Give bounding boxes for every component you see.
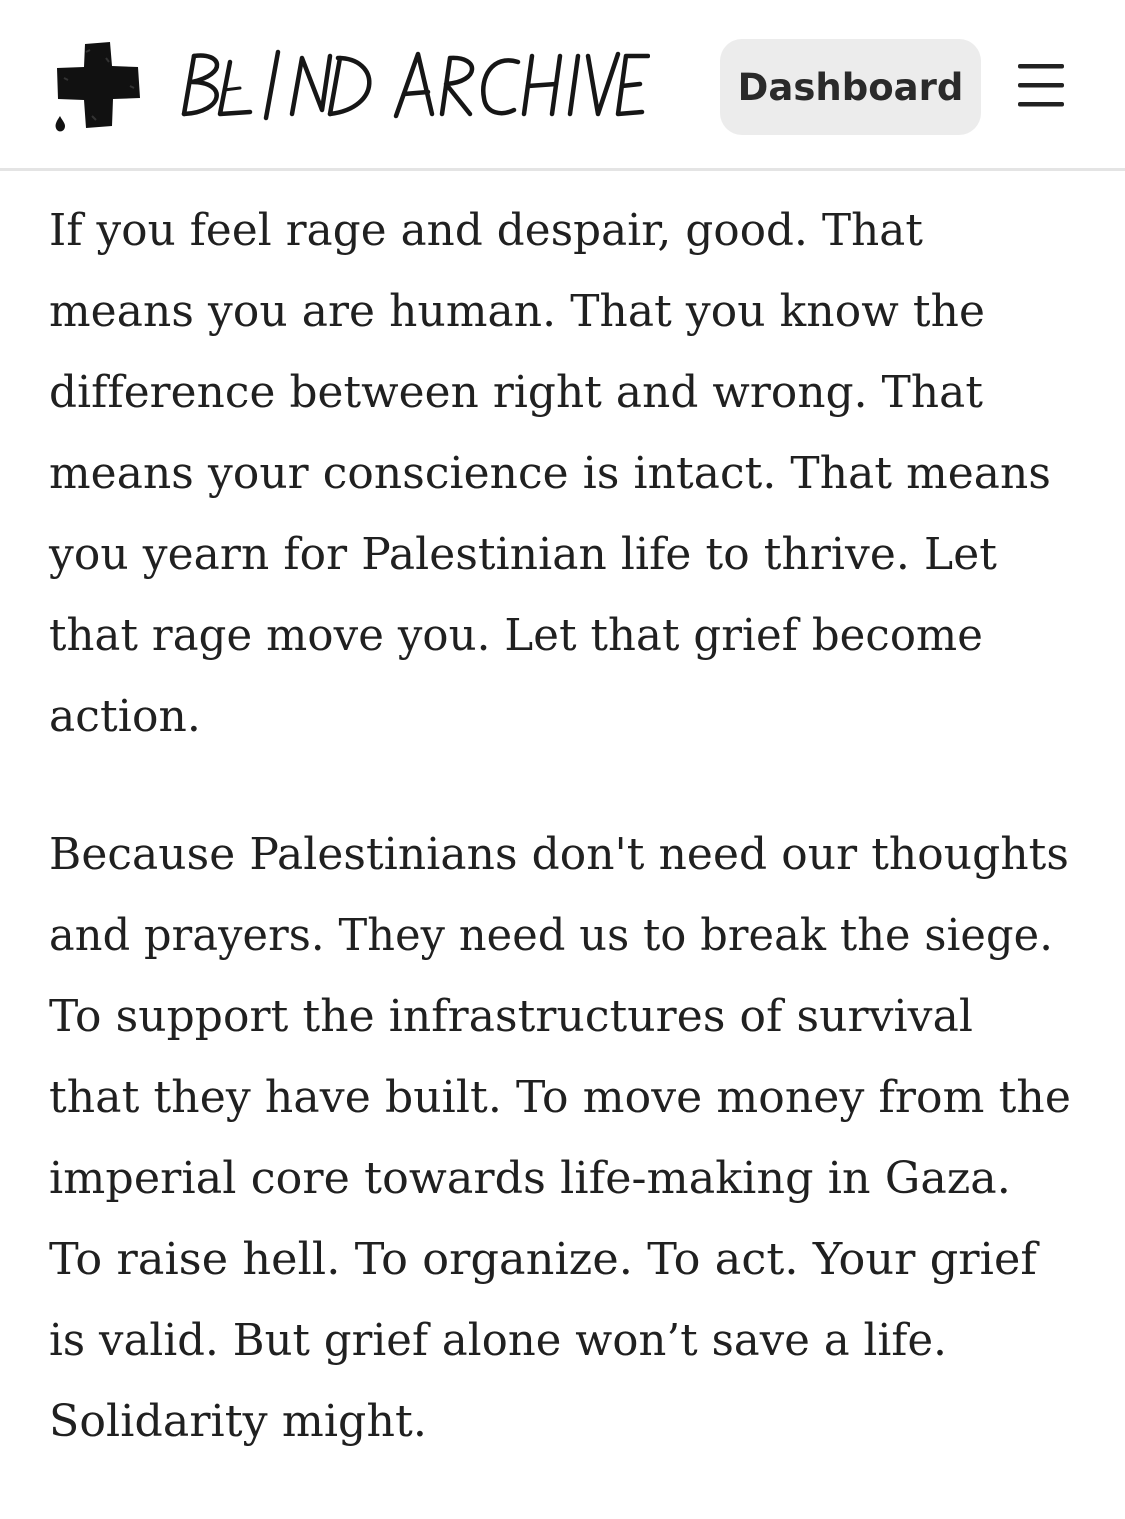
paragraph-line: action.: [49, 691, 201, 742]
paragraph-line: and prayers. They need us to break the siege.: [49, 910, 1053, 961]
paragraph-line: means your conscience is intact. That means: [49, 448, 1051, 499]
hamburger-menu-icon[interactable]: [1012, 60, 1070, 116]
top-navigation-bar: [0, 0, 1125, 171]
paragraph-line: Because Palestinians don't need our thoughts: [49, 829, 1069, 880]
paragraph-line: you yearn for Palestinian life to thrive. Let: [49, 529, 997, 580]
paragraph-line: imperial core towards life-making in Gaza.: [49, 1153, 1011, 1204]
paragraph-line: means you are human. That you know the: [49, 286, 985, 337]
paragraph-line: difference between right and wrong. That: [49, 367, 983, 418]
site-logo-wordmark: [180, 48, 650, 124]
paragraph-line: If you feel rage and despair, good. That: [49, 205, 923, 256]
site-logo-link[interactable]: [52, 38, 652, 138]
dashboard-button[interactable]: Dashboard: [720, 39, 981, 135]
article-body: [49, 190, 1089, 1519]
article-paragraph-2: [49, 814, 1089, 1462]
article-paragraph-1: [49, 190, 1089, 757]
paragraph-line: To support the infrastructures of survival: [49, 991, 973, 1042]
paragraph-line: is valid. But grief alone won’t save a life.: [49, 1315, 947, 1366]
cross-blood-drop-icon: [52, 38, 148, 134]
paragraph-line: Solidarity might.: [49, 1396, 427, 1447]
paragraph-line: that rage move you. Let that grief become: [49, 610, 983, 661]
paragraph-line: that they have built. To move money from the: [49, 1072, 1071, 1123]
paragraph-line: To raise hell. To organize. To act. Your grief: [49, 1234, 1037, 1285]
